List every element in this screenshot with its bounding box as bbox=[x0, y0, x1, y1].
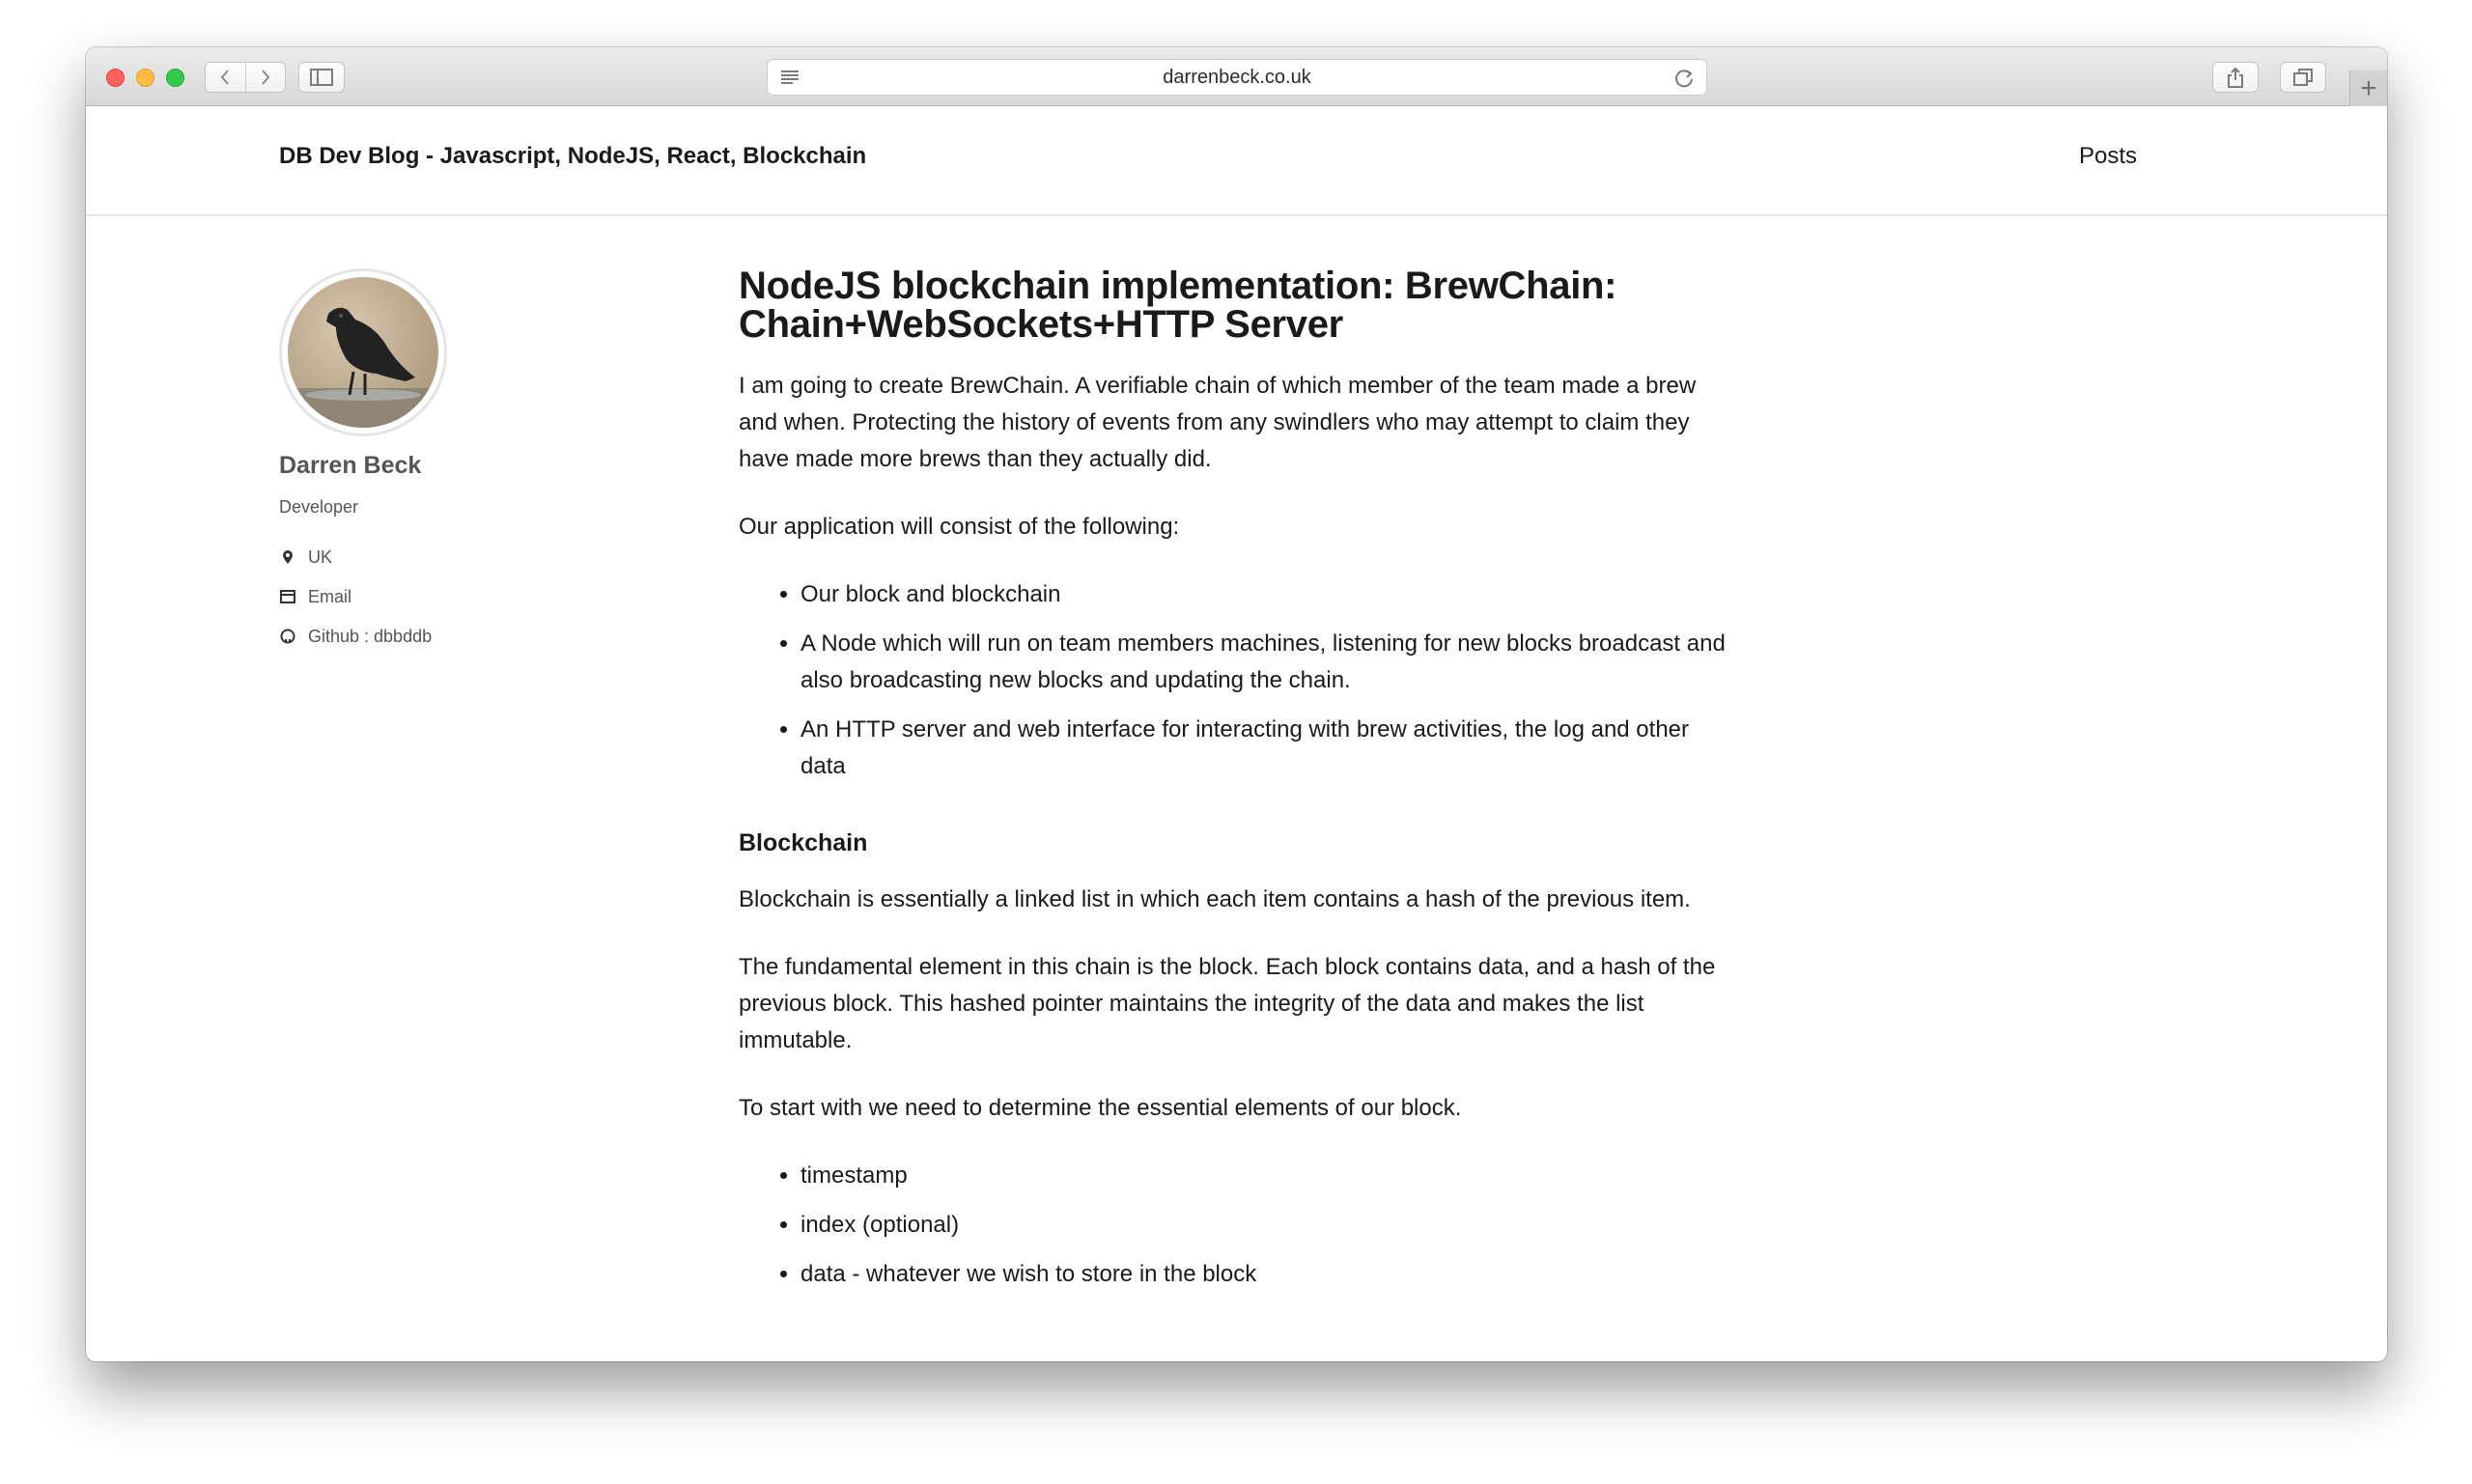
zoom-window-button[interactable] bbox=[166, 69, 184, 87]
chevron-right-icon bbox=[260, 69, 271, 86]
author-github-link[interactable] bbox=[279, 626, 588, 647]
list-item: • An HTTP server and web interface for interacting with brew activities, the log and other data bbox=[801, 712, 1733, 785]
github-icon bbox=[279, 628, 296, 645]
chevron-left-icon bbox=[219, 69, 231, 86]
list-item: • A Node which will run on team members machines, listening for new blocks broadcast and also broadcasting new blocks and updating the chain. bbox=[801, 626, 1733, 699]
tabs-overview-icon bbox=[2292, 68, 2314, 87]
avatar bbox=[279, 268, 447, 436]
email-icon bbox=[279, 588, 296, 605]
share-button[interactable] bbox=[2212, 62, 2259, 93]
list-item: • data - whatever we wish to store in the block bbox=[801, 1256, 1733, 1293]
components-list bbox=[739, 576, 1733, 785]
nav-posts-link[interactable]: Posts bbox=[2079, 143, 2138, 169]
author-github-text[interactable]: Github : dbbddb bbox=[308, 626, 433, 646]
author-links bbox=[279, 546, 588, 647]
location-pin-icon bbox=[279, 548, 296, 566]
author-email-text[interactable]: Email bbox=[308, 586, 352, 606]
author-role: Developer bbox=[279, 497, 359, 517]
crow-icon bbox=[288, 277, 438, 428]
list-item: • index (optional) bbox=[801, 1207, 1733, 1244]
share-icon bbox=[2226, 67, 2245, 88]
list-item: • Our block and blockchain bbox=[801, 576, 1733, 613]
blockchain-paragraph-3: To start with we need to determine the essential elements of our block. bbox=[739, 1095, 1462, 1121]
author-name: Darren Beck bbox=[279, 452, 422, 479]
author-sidebar bbox=[279, 268, 588, 665]
list-item: • timestamp bbox=[801, 1158, 1733, 1194]
blockchain-paragraph-1: Blockchain is essentially a linked list in which each item contains a hash of the previous item. bbox=[739, 886, 1691, 912]
avatar-image bbox=[288, 277, 438, 428]
history-nav-group bbox=[205, 62, 286, 93]
site-title-link[interactable]: DB Dev Blog - Javascript, NodeJS, React, Blockchain bbox=[279, 143, 867, 169]
sidebar-icon bbox=[310, 69, 333, 86]
site-header bbox=[86, 106, 2387, 216]
address-bar[interactable] bbox=[767, 59, 1707, 96]
browser-window bbox=[86, 47, 2387, 1361]
url-text[interactable]: darrenbeck.co.uk bbox=[1163, 66, 1311, 88]
forward-button[interactable] bbox=[245, 63, 285, 92]
block-elements-list bbox=[739, 1158, 1733, 1293]
close-window-button[interactable] bbox=[106, 69, 125, 87]
blockchain-paragraph-2: The fundamental element in this chain is the block. Each block contains data, and a hash of the previous block. This hashed pointer maintains the integrity of the data and makes the list immutable. bbox=[739, 954, 1716, 1053]
reload-icon[interactable] bbox=[1673, 68, 1695, 89]
article-intro: I am going to create BrewChain. A verifiable chain of which member of the team made a brew and when. Protecting the history of events from any swindlers who may attempt to claim they have made more brews than they actually did. bbox=[739, 373, 1697, 472]
author-email-link[interactable] bbox=[279, 586, 588, 607]
article-consist-intro: Our application will consist of the following: bbox=[739, 514, 1180, 540]
show-all-tabs-button[interactable] bbox=[2280, 62, 2326, 93]
new-tab-button[interactable] bbox=[2349, 70, 2387, 106]
article bbox=[739, 266, 1733, 1305]
blockchain-heading: Blockchain bbox=[739, 829, 868, 856]
minimize-window-button[interactable] bbox=[136, 69, 154, 87]
article-title: NodeJS blockchain implementation: BrewChain: Chain+WebSockets+HTTP Server bbox=[739, 265, 1617, 346]
browser-toolbar bbox=[86, 47, 2387, 106]
reader-view-icon[interactable] bbox=[779, 69, 801, 86]
sidebar-toggle-button[interactable] bbox=[298, 62, 345, 93]
plus-icon: + bbox=[2360, 71, 2377, 104]
author-location-text: UK bbox=[308, 546, 333, 567]
back-button[interactable] bbox=[206, 63, 245, 92]
author-location bbox=[279, 546, 588, 568]
